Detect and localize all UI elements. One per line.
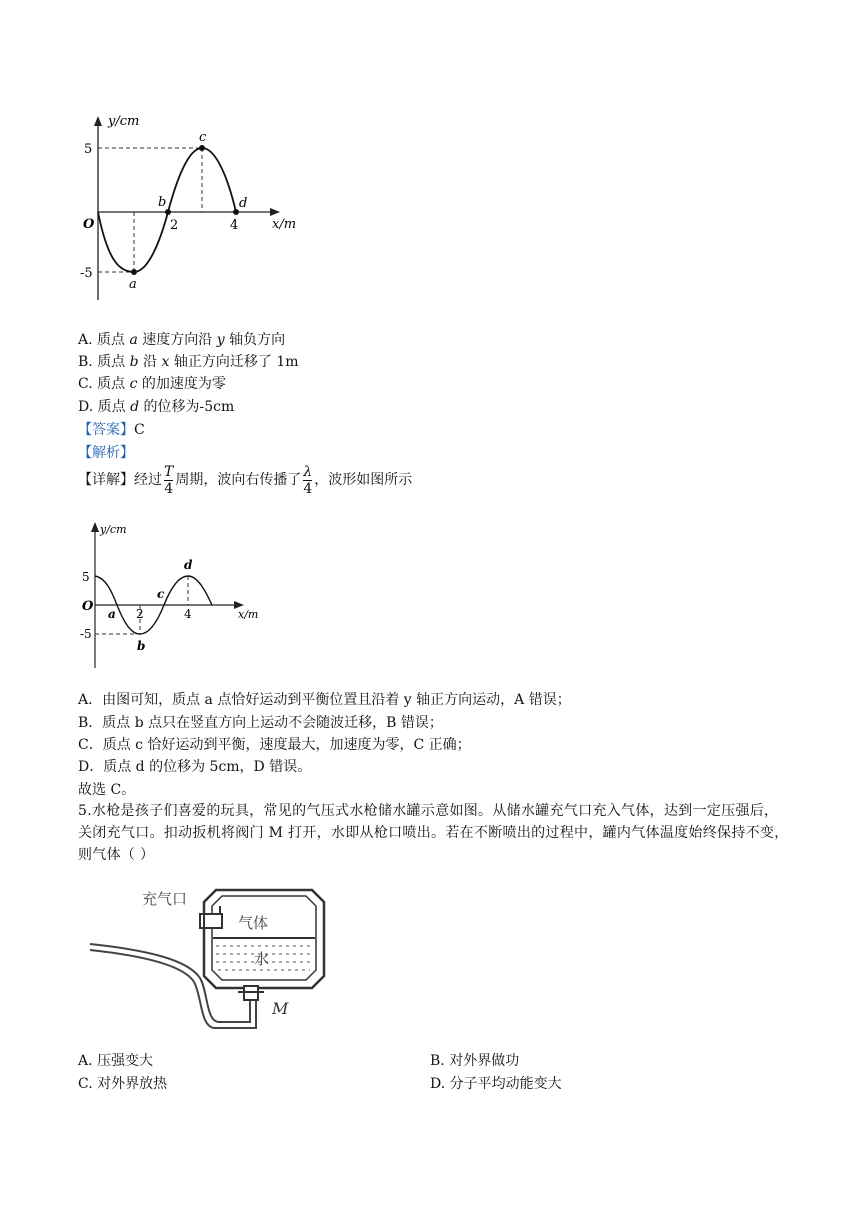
tick-2-label: 2 — [170, 218, 179, 233]
option-5a: A. 压强变大 — [78, 1053, 154, 1069]
tick-4-label: 4 — [230, 218, 239, 233]
question-5: 5.水枪是孩子们喜爱的玩具，常见的气压式水枪储水罐示意如图。从储水罐充气口充入气体，达到一定压强后，关闭充气口。扣动扳机将阀门 M 打开，水即从枪口喷出。若在不断喷出的过程中，罐内气体温度始终保持不变，则气体（ ） — [78, 803, 789, 863]
origin-label: O — [82, 599, 94, 614]
water-label: 水 — [254, 950, 270, 968]
gun-tube — [90, 944, 250, 1022]
answer-line — [78, 420, 145, 440]
explanation-a: A．由图可知，质点 a 点恰好运动到平衡位置且沿着 y 轴正方向运动，A 错误； — [78, 692, 571, 708]
fraction-lambda-over-4: $\frac{\lambda}{4}$ — [303, 463, 313, 497]
point-a-dot — [131, 269, 137, 275]
wave-figure-2 — [78, 520, 278, 670]
option-5d: D. 分子平均动能变大 — [430, 1076, 562, 1092]
point-c-label: c — [157, 587, 165, 601]
x-axis-label: x/m — [238, 608, 259, 621]
option-b: B. 质点 b 沿 x 轴正方向迁移了 1m — [78, 354, 299, 370]
option-d: D. 质点 d 的位移为-5cm — [78, 399, 235, 415]
tick-2-label: 2 — [136, 607, 144, 621]
point-d-label: d — [239, 196, 248, 211]
explanation-d: D．质点 d 的位移为 5cm，D 错误。 — [78, 759, 312, 775]
point-d-label: d — [184, 558, 193, 572]
analysis-tag: 【解析】 — [78, 445, 134, 461]
y-axis-label: y/cm — [108, 114, 140, 129]
detail-line: 【详解】经过 $\frac{T}{4}$ 周期，波向右传播了 $\frac{\lambda}{4}$ ，波形如图所示 — [78, 463, 413, 497]
tick-neg5-label: -5 — [80, 627, 92, 641]
point-c-dot — [199, 145, 205, 151]
explanation-c: C．质点 c 恰好运动到平衡，速度最大，加速度为零，C 正确； — [78, 737, 471, 753]
answer-tag: 【答案】 — [78, 422, 134, 438]
x-axis-arrow — [270, 208, 280, 216]
y-axis-label: y/cm — [100, 523, 127, 536]
tick-4-label: 4 — [184, 607, 192, 621]
tick-5-label: 5 — [84, 142, 93, 157]
option-5c: C. 对外界放热 — [78, 1076, 168, 1092]
point-a-label: a — [129, 277, 137, 292]
option-5b: B. 对外界做功 — [430, 1053, 520, 1069]
point-b-label: b — [158, 195, 167, 210]
wave-figure-1 — [78, 112, 308, 312]
conclusion: 故选 C。 — [78, 782, 136, 798]
tick-5-label: 5 — [82, 570, 90, 584]
gas-label: 气体 — [238, 914, 269, 932]
detail-tag: 【详解】 — [78, 472, 134, 488]
valve-m-label: M — [272, 999, 289, 1018]
fraction-t-over-4: $\frac{T}{4}$ — [164, 463, 174, 497]
explanation-b: B．质点 b 点只在竖直方向上运动不会随波迁移，B 错误； — [78, 715, 443, 731]
option-c: C. 质点 c 的加速度为零 — [78, 376, 226, 392]
y-axis-arrow — [94, 116, 102, 126]
option-a: A. 质点 a 速度方向沿 y 轴负方向 — [78, 332, 286, 348]
point-a-label: a — [108, 607, 116, 621]
inlet-label: 充气口 — [142, 890, 188, 908]
origin-label: O — [83, 217, 95, 232]
water-tank-figure — [88, 880, 328, 1030]
point-b-label: b — [137, 639, 146, 653]
point-c-label: c — [199, 130, 207, 145]
y-axis-arrow — [91, 522, 99, 532]
tick-neg5-label: -5 — [80, 266, 93, 281]
x-axis-label: x/m — [272, 217, 297, 232]
answer-value: C — [134, 422, 145, 438]
